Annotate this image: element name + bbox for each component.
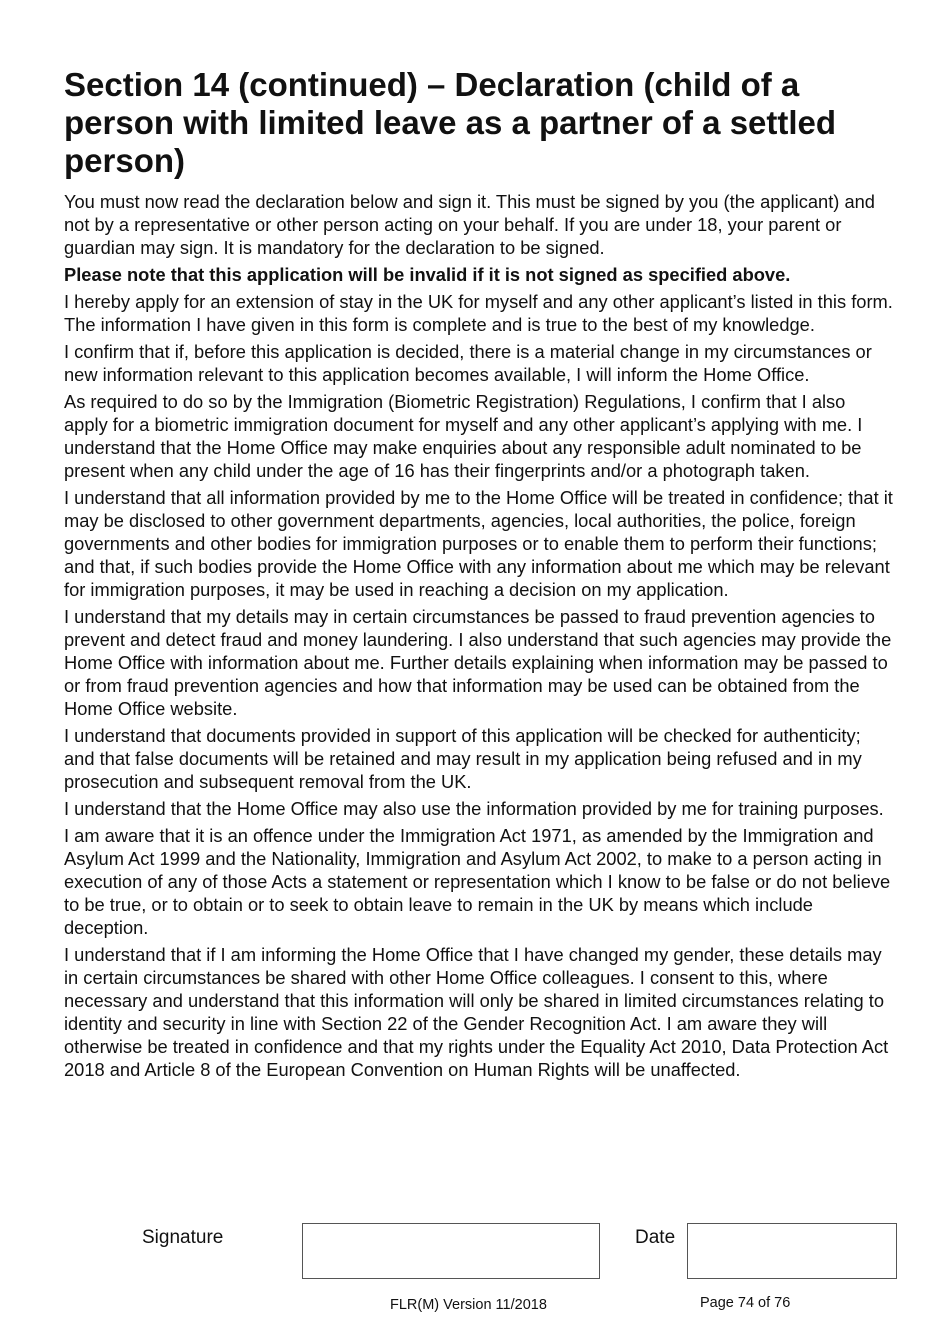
form-version: FLR(M) Version 11/2018 bbox=[390, 1297, 547, 1313]
signature-field[interactable] bbox=[302, 1223, 600, 1279]
declaration-paragraph: I understand that the Home Office may also use the information provided by me for training purposes. bbox=[64, 798, 884, 819]
declaration-body bbox=[64, 190, 894, 1085]
section-title: Section 14 (continued) – Declaration (child of a person with limited leave as a partner of a settled person) bbox=[64, 66, 837, 179]
declaration-paragraph: I understand that if I am informing the Home Office that I have changed my gender, these details may in certain circumstances be shared with other Home Office colleagues. I consent to this, where necessary and understand that this information will only be shared in limited circumstances relating to identity and security in line with Section 22 of the Gender Recognition Act. I am aware they will otherwise be treated in confidence and that my rights under the Equality Act 2010, Data Protection Act 2018 and Article 8 of the European Convention on Human Rights will be unaffected. bbox=[64, 944, 889, 1080]
declaration-paragraph: I understand that all information provided by me to the Home Office will be treated in confidence; that it may be disclosed to other government departments, agencies, local authorities, the police, foreign governments and other bodies for immigration purposes or to enable them to perform their functions; and that, if such bodies provide the Home Office with any information about me which may be relevant for immigration purposes, it may be used in reaching a decision on my application. bbox=[64, 487, 893, 600]
signature-label: Signature bbox=[142, 1227, 224, 1248]
declaration-paragraph: I confirm that if, before this application is decided, there is a material change in my circumstances or new information relevant to this application becomes available, I will inform the Home Office. bbox=[64, 341, 872, 385]
declaration-paragraph: I understand that documents provided in support of this application will be checked for authenticity; and that false documents will be retained and may result in my application being refused and in my prosecution and subsequent removal from the UK. bbox=[64, 725, 862, 792]
date-field[interactable] bbox=[687, 1223, 897, 1279]
declaration-paragraph: I am aware that it is an offence under the Immigration Act 1971, as amended by the Immigration and Asylum Act 1999 and the Nationality, Immigration and Asylum Act 2002, to make to a person acting in execution of any of those Acts a statement or representation which I know to be false or do not believe to be true, or to obtain or to seek to obtain leave to remain in the UK by means which include deception. bbox=[64, 825, 891, 938]
declaration-paragraph: As required to do so by the Immigration (Biometric Registration) Regulations, I confirm that I also apply for a biometric immigration document for myself and any other applicant’s applying with me. I understand that the Home Office may make enquiries about any responsible adult nominated to be present when any child under the age of 16 has their fingerprints and/or a photograph taken. bbox=[64, 391, 863, 481]
intro-paragraph: You must now read the declaration below and sign it. This must be signed by you (the applicant) and not by a representative or other person acting on your behalf. If you are under 18, your parent or guardian may sign. It is mandatory for the declaration to be signed. bbox=[64, 191, 875, 258]
page-number: Page 74 of 76 bbox=[700, 1295, 791, 1311]
declaration-paragraph: I understand that my details may in certain circumstances be passed to fraud prevention agencies to prevent and detect fraud and money laundering. I also understand that such agencies may provide the Home Office with information about me. Further details explaining when information may be passed to or from fraud prevention agencies and how that information may be used can be obtained from the Home Office website. bbox=[64, 606, 892, 719]
date-label: Date bbox=[635, 1227, 676, 1248]
declaration-paragraph: I hereby apply for an extension of stay in the UK for myself and any other applicant’s listed in this form. The information I have given in this form is complete and is true to the best of my knowledge. bbox=[64, 291, 893, 335]
invalid-warning: Please note that this application will be invalid if it is not signed as specified above. bbox=[64, 264, 791, 285]
